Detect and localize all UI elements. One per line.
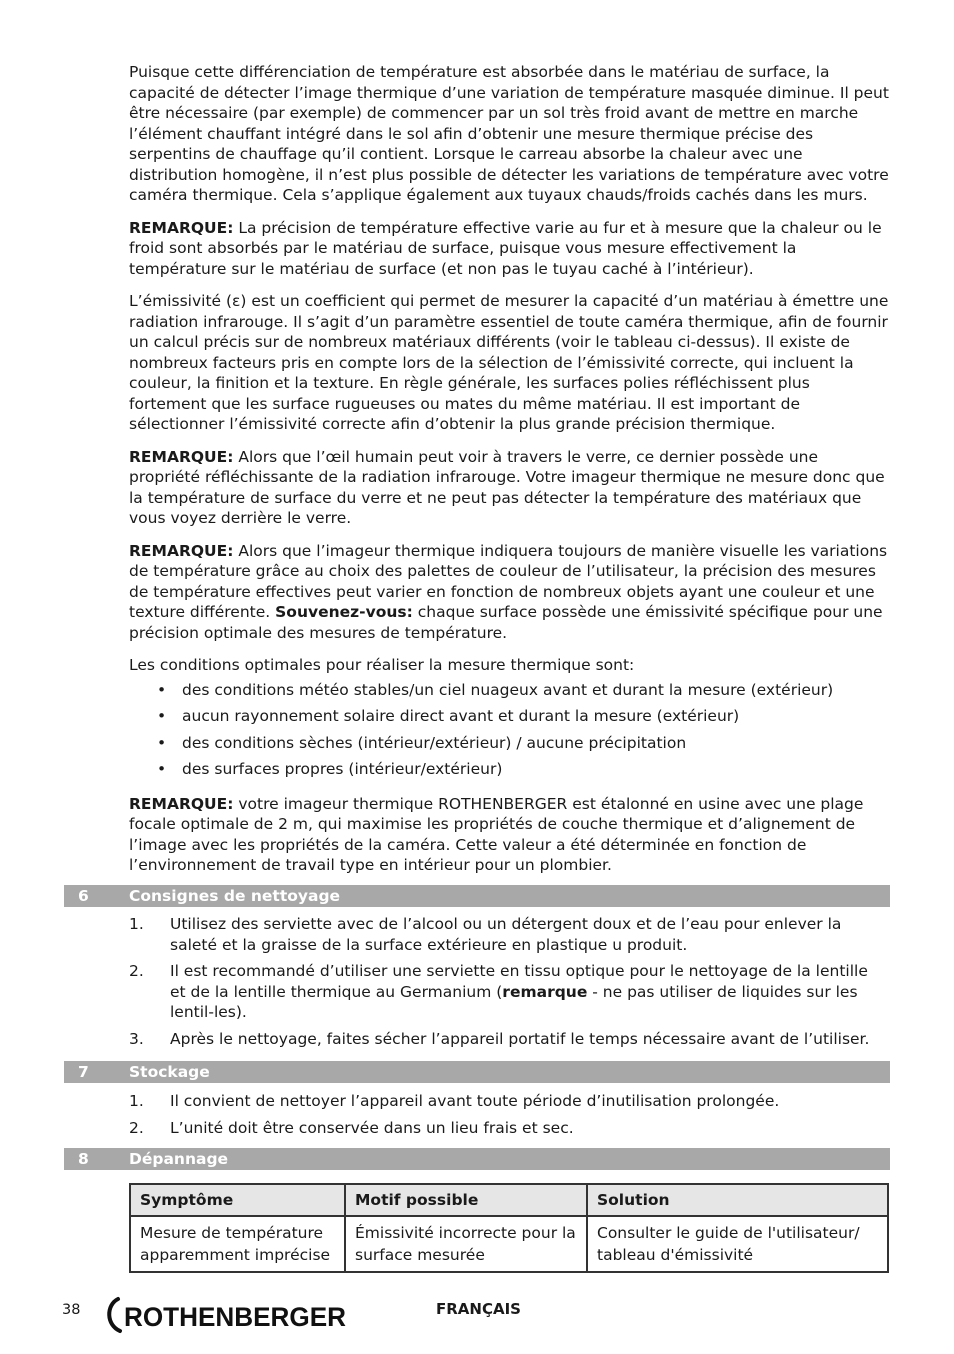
page-number: 38 bbox=[62, 1302, 81, 1318]
list-item: 1. Il convient de nettoyer l’appareil avant toute période d’inutilisation prolongée. bbox=[129, 1092, 780, 1110]
troubleshooting-table bbox=[129, 1183, 889, 1273]
section-number: 6 bbox=[78, 887, 89, 905]
column-header-solution: Solution bbox=[587, 1184, 888, 1216]
section-title: Dépannage bbox=[129, 1150, 229, 1168]
note-label: REMARQUE: bbox=[129, 794, 234, 813]
cleaning-steps bbox=[129, 914, 885, 1055]
remember-label: Souvenez-vous: bbox=[275, 603, 413, 621]
section-header-storage bbox=[64, 1061, 890, 1083]
section-header-cleaning bbox=[64, 885, 890, 907]
note-palettes: REMARQUE: Alors que l’imageur thermique indiquera toujours de manière visuelle les variations de température grâce au choix des palettes de couleur de l’utilisateur, la précision des mesures de température effectives peut varier en fonction de nombreux objets ayant une couleur et une texture différente. Souvenez-vous: chaque surface possède une émissivité spécifique pour une précision optimale des mesures de température. bbox=[129, 541, 888, 642]
table-cell: Consulter le guide de l'utilisateur/ tableau d'émissivité bbox=[587, 1216, 888, 1272]
column-header-symptom: Symptôme bbox=[130, 1184, 345, 1216]
section-number: 8 bbox=[78, 1150, 89, 1168]
paragraph-emissivity: L’émissivité (ε) est un coefficient qui permet de mesurer la capacité d’un matériau à émettre une radiation infrarouge. Il s’agit d’un paramètre essentiel de toute caméra thermique, afin de fournir un calcul précis sur de nombreux matériaux différents (voir le tableau ci-dessus). Il existe de nombreux facteurs pris en compte lors de la sélection de l’émissivité correcte, qui incluent la couleur, la finition et la texture. En règle générale, les surfaces polies réfléchissent plus fortement que les surface rugueuses ou mates du même matériau. Il est important de sélectionner l’émissivité correcte afin d’obtenir la plus grande précision thermique. bbox=[129, 292, 889, 433]
list-item: • des conditions météo stables/un ciel nuageux avant et durant la mesure (extérieur) bbox=[129, 680, 891, 707]
list-item: • des surfaces propres (intérieur/extérieur) bbox=[129, 759, 891, 786]
section-header-troubleshooting bbox=[64, 1148, 890, 1170]
table-cell: Mesure de température apparemment imprécise bbox=[130, 1216, 345, 1272]
section-title: Consignes de nettoyage bbox=[129, 887, 341, 905]
list-item: • aucun rayonnement solaire direct avant et durant la mesure (extérieur) bbox=[129, 706, 891, 733]
section-title: Stockage bbox=[129, 1063, 210, 1081]
column-header-cause: Motif possible bbox=[345, 1184, 587, 1216]
language-label: FRANÇAIS bbox=[436, 1300, 521, 1318]
section-number: 7 bbox=[78, 1063, 89, 1081]
list-item: 2. Il est recommandé d’utiliser une serviette en tissu optique pour le nettoyage de la lentille et de la lentille thermique au Germanium (remarque - ne pas utiliser de liquides sur les lentil-les). bbox=[129, 962, 868, 1021]
list-item: 1. Utilisez des serviette avec de l’alcool ou un détergent doux et de l’eau pour enlever la saleté et la graisse de la surface extérieure en plastique u produit. bbox=[129, 915, 842, 954]
main-content bbox=[129, 62, 891, 888]
note-label: REMARQUE: bbox=[129, 218, 234, 237]
conditions-intro: Les conditions optimales pour réaliser la mesure thermique sont: bbox=[129, 656, 635, 674]
list-item: • des conditions sèches (intérieur/extérieur) / aucune précipitation bbox=[129, 733, 891, 760]
table-header-row bbox=[130, 1184, 888, 1216]
note-label: REMARQUE: bbox=[129, 541, 234, 560]
logo-wordmark: ROTHENBERGER bbox=[124, 1302, 346, 1332]
note-label: REMARQUE: bbox=[129, 447, 234, 466]
paragraph-surface-absorption: Puisque cette différenciation de température est absorbée dans le matériau de surface, la capacité de détecter l’image thermique d’une variation de température masquée diminue. Il peut être nécessaire (par exemple) de commencer par un sol très froid avant de mettre en marche l’élément chauffant intégré dans le sol afin d’obtenir une mesure thermique précise des serpentins de chauffage qu’il contient. Lorsque le carreau absorbe la chaleur avec une distribution homogène, il n’est plus possible de détecter les variations de température avec votre caméra thermique. Cela s’applique également aux tuyaux chauds/froids cachés dans les murs. bbox=[129, 63, 889, 204]
rothenberger-logo bbox=[104, 1295, 349, 1335]
note-temperature-precision: REMARQUE: La précision de température effective varie au fur et à mesure que la chaleur ou le froid sont absorbés par le matériau de surface, puisque vous mesure effectivement la température sur le matériau de surface (et non pas le tuyau caché à l’intérieur). bbox=[129, 218, 882, 278]
storage-steps bbox=[129, 1091, 885, 1144]
table-cell: Émissivité incorrecte pour la surface mesurée bbox=[345, 1216, 587, 1272]
table-row bbox=[130, 1216, 888, 1272]
list-item: 3. Après le nettoyage, faites sécher l’appareil portatif le temps nécessaire avant de l’utiliser. bbox=[129, 1029, 870, 1048]
list-item: 2. L’unité doit être conservée dans un lieu frais et sec. bbox=[129, 1118, 574, 1137]
note-glass: REMARQUE: Alors que l’œil humain peut voir à travers le verre, ce dernier possède une propriété réfléchissante de la radiation infrarouge. Votre imageur thermique ne mesure donc que la température de surface du verre et ne peut pas détecter la température des matériaux que vous voyez derrière le verre. bbox=[129, 447, 885, 527]
conditions-list bbox=[129, 680, 891, 786]
note-focal-range: REMARQUE: votre imageur thermique ROTHENBERGER est étalonné en usine avec une plage focale optimale de 2 m, qui maximise les propriétés de couche thermique et d’alignement de l’image avec les propriétés de la caméra. Cette valeur a été déterminée en fonction de l’environnement de travail type en intérieur pour un plombier. bbox=[129, 794, 864, 874]
